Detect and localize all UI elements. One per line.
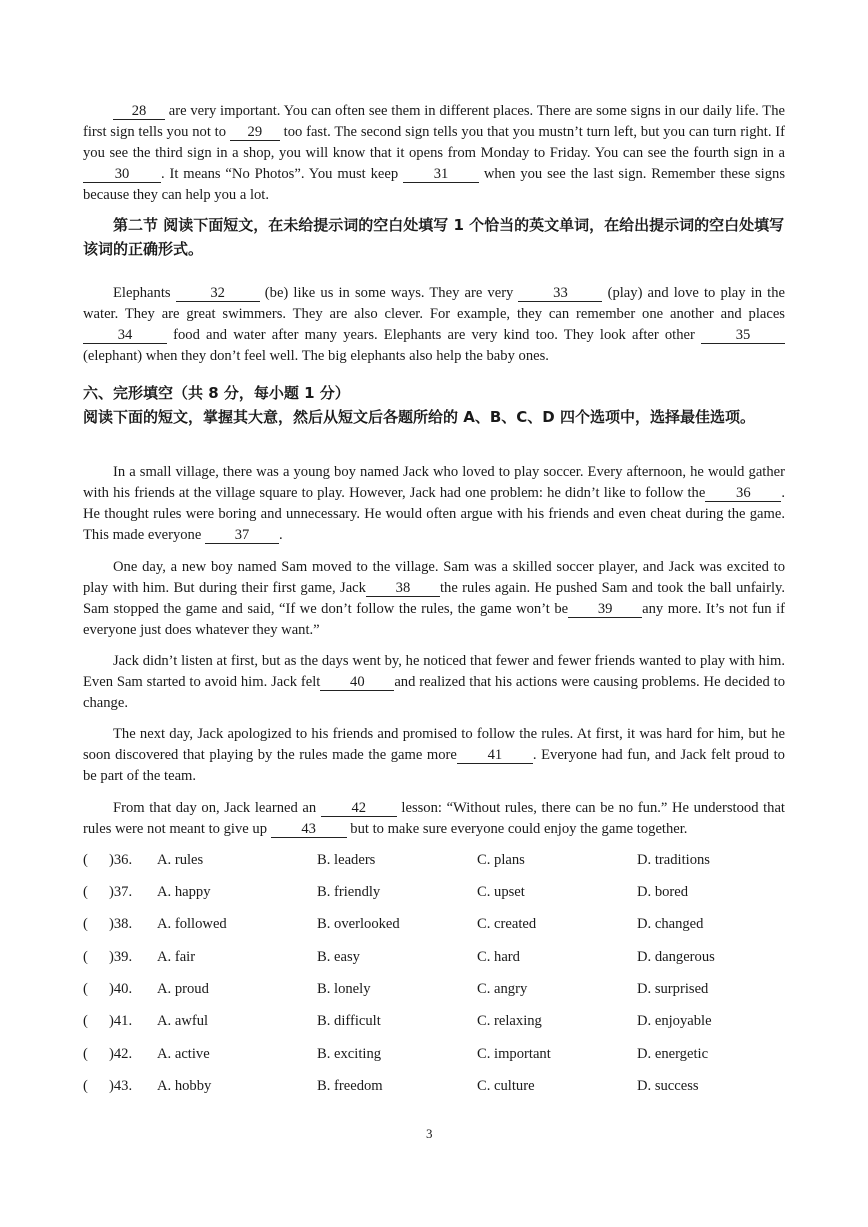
- blank-39: 39: [568, 601, 642, 618]
- answer-paren[interactable]: (: [83, 949, 88, 965]
- question-number: )38.: [109, 916, 133, 932]
- question-number: )37.: [109, 884, 133, 900]
- question-number: )40.: [109, 981, 133, 997]
- question-number: )39.: [109, 949, 133, 965]
- cloze-paragraph-4: The next day, Jack apologized to his friends and promised to follow the rules. At first, it was hard for him, but he soon discovered that playing by the rules made the game more 41 . Everyone had fun, and Jack felt proud to be part of the team.: [83, 726, 785, 784]
- blank-31: 31: [403, 166, 479, 183]
- cloze-paragraph-2: One day, a new boy named Sam moved to the village. Sam was a skilled soccer player, and Jack was excited to play with him. But during their first game, Jack 38 the rules again. He pushed Sam and took the ball unfairly. Sam stopped the game and said, “If we don’t follow the rules, the game won’t be 39 any more. It’s not fun if everyone just does whatever they want.”: [83, 559, 785, 638]
- answer-paren[interactable]: (: [83, 916, 88, 932]
- option-c: C. upset: [477, 884, 525, 900]
- cloze-paragraph-1: In a small village, there was a young boy named Jack who loved to play soccer. Every afternoon, he would gather with his friends at the village square to play. However, Jack had one problem: he didn’t like to follow the 36 . He thought rules were boring and unnecessary. He would often argue with his friends and even cheat during the game. This made everyone 37 .: [83, 464, 785, 543]
- blank-28: 28: [113, 103, 165, 120]
- option-b: B. lonely: [317, 981, 371, 997]
- option-a: A. awful: [157, 1013, 209, 1029]
- blank-30: 30: [83, 166, 161, 183]
- blank-29: 29: [230, 124, 280, 141]
- section-2-heading: 第二节 阅读下面短文，在未给提示词的空白处填写 1 个恰当的英文单词，在给出提示词的空白处填写该词的正确形式。: [83, 216, 785, 258]
- option-b: B. overlooked: [317, 916, 400, 932]
- option-d: D. bored: [637, 884, 689, 900]
- option-a: A. fair: [157, 949, 196, 965]
- option-a: A. rules: [157, 852, 204, 868]
- answer-paren[interactable]: (: [83, 981, 88, 997]
- option-row-43: [83, 1078, 783, 1100]
- option-c: C. hard: [477, 949, 520, 965]
- option-row-38: [83, 916, 783, 938]
- blank-32: 32: [176, 285, 260, 302]
- blank-38: 38: [366, 580, 440, 597]
- blank-41: 41: [457, 747, 533, 764]
- answer-paren[interactable]: (: [83, 1013, 88, 1029]
- option-d: D. surprised: [637, 981, 709, 997]
- option-row-37: [83, 884, 783, 906]
- section-6-title: 六、完形填空（共 8 分，每小题 1 分）: [83, 384, 350, 402]
- cloze-paragraph-5: From that day on, Jack learned an 42 lesson: “Without rules, there can be no fun.” He understood that rules were not meant to give up 43 but to make sure everyone could enjoy the game together.: [83, 800, 785, 837]
- option-d: D. dangerous: [637, 949, 715, 965]
- option-c: C. important: [477, 1046, 551, 1062]
- option-b: B. exciting: [317, 1046, 382, 1062]
- answer-paren[interactable]: (: [83, 852, 88, 868]
- option-row-42: [83, 1046, 783, 1068]
- option-c: C. angry: [477, 981, 528, 997]
- option-row-40: [83, 981, 783, 1003]
- option-c: C. culture: [477, 1078, 535, 1094]
- elephants-passage: Elephants 32 (be) like us in some ways. They are very 33 (play) and love to play in the water. They are great swimmers. They are also clever. For example, they can remember one another and places 34 food and water after many years. Elephants are very kind too. They look after other 35(elephant) when they don’t feel well. The big elephants also help the baby ones.: [83, 285, 785, 364]
- option-b: B. difficult: [317, 1013, 381, 1029]
- answer-paren[interactable]: (: [83, 884, 88, 900]
- question-number: )36.: [109, 852, 133, 868]
- option-row-36: [83, 852, 783, 874]
- question-number: )41.: [109, 1013, 133, 1029]
- blank-33: 33: [518, 285, 602, 302]
- option-d: D. success: [637, 1078, 699, 1094]
- option-a: A. active: [157, 1046, 210, 1062]
- option-a: A. happy: [157, 884, 211, 900]
- section-6-instruction: 阅读下面的短文，掌握其大意，然后从短文后各题所给的 A、B、C、D 四个选项中，选择最佳选项。: [83, 408, 755, 426]
- blank-43: 43: [271, 821, 347, 838]
- blank-34: 34: [83, 327, 167, 344]
- blank-36: 36: [705, 485, 781, 502]
- option-c: C. relaxing: [477, 1013, 542, 1029]
- page-number: 3: [426, 1126, 433, 1141]
- question-number: )43.: [109, 1078, 133, 1094]
- option-d: D. enjoyable: [637, 1013, 712, 1029]
- option-row-39: [83, 949, 783, 971]
- option-b: B. easy: [317, 949, 360, 965]
- answer-paren[interactable]: (: [83, 1078, 88, 1094]
- option-c: C. created: [477, 916, 537, 932]
- option-a: A. proud: [157, 981, 209, 997]
- blank-37: 37: [205, 527, 279, 544]
- option-a: A. hobby: [157, 1078, 212, 1094]
- blank-35: 35: [701, 327, 785, 344]
- cloze-paragraph-3: Jack didn’t listen at first, but as the days went by, he noticed that fewer and fewer friends wanted to play with him. Even Sam started to avoid him. Jack felt 40 and realized that his actions were causing problems. He decided to change.: [83, 653, 786, 711]
- answer-paren[interactable]: (: [83, 1046, 88, 1062]
- blank-42: 42: [321, 800, 397, 817]
- option-row-41: [83, 1013, 783, 1035]
- question-number: )42.: [109, 1046, 133, 1062]
- signs-passage: 28 are very important. You can often see them in different places. There are some signs in our daily life. The first sign tells you not to 29 too fast. The second sign tells you that you mustn’t turn left, but you can turn right. If you see the third sign in a shop, you will know that it opens from Monday to Friday. You can see the fourth sign in a 30 . It means “No Photos”. You must keep 31 when you see the last sign. Remember these signs because they can help you a lot.: [83, 103, 786, 203]
- option-a: A. followed: [157, 916, 227, 932]
- option-b: B. friendly: [317, 884, 381, 900]
- option-d: D. energetic: [637, 1046, 709, 1062]
- option-b: B. freedom: [317, 1078, 383, 1094]
- blank-40: 40: [320, 674, 394, 691]
- option-d: D. traditions: [637, 852, 710, 868]
- option-b: B. leaders: [317, 852, 376, 868]
- option-d: D. changed: [637, 916, 704, 932]
- option-c: C. plans: [477, 852, 525, 868]
